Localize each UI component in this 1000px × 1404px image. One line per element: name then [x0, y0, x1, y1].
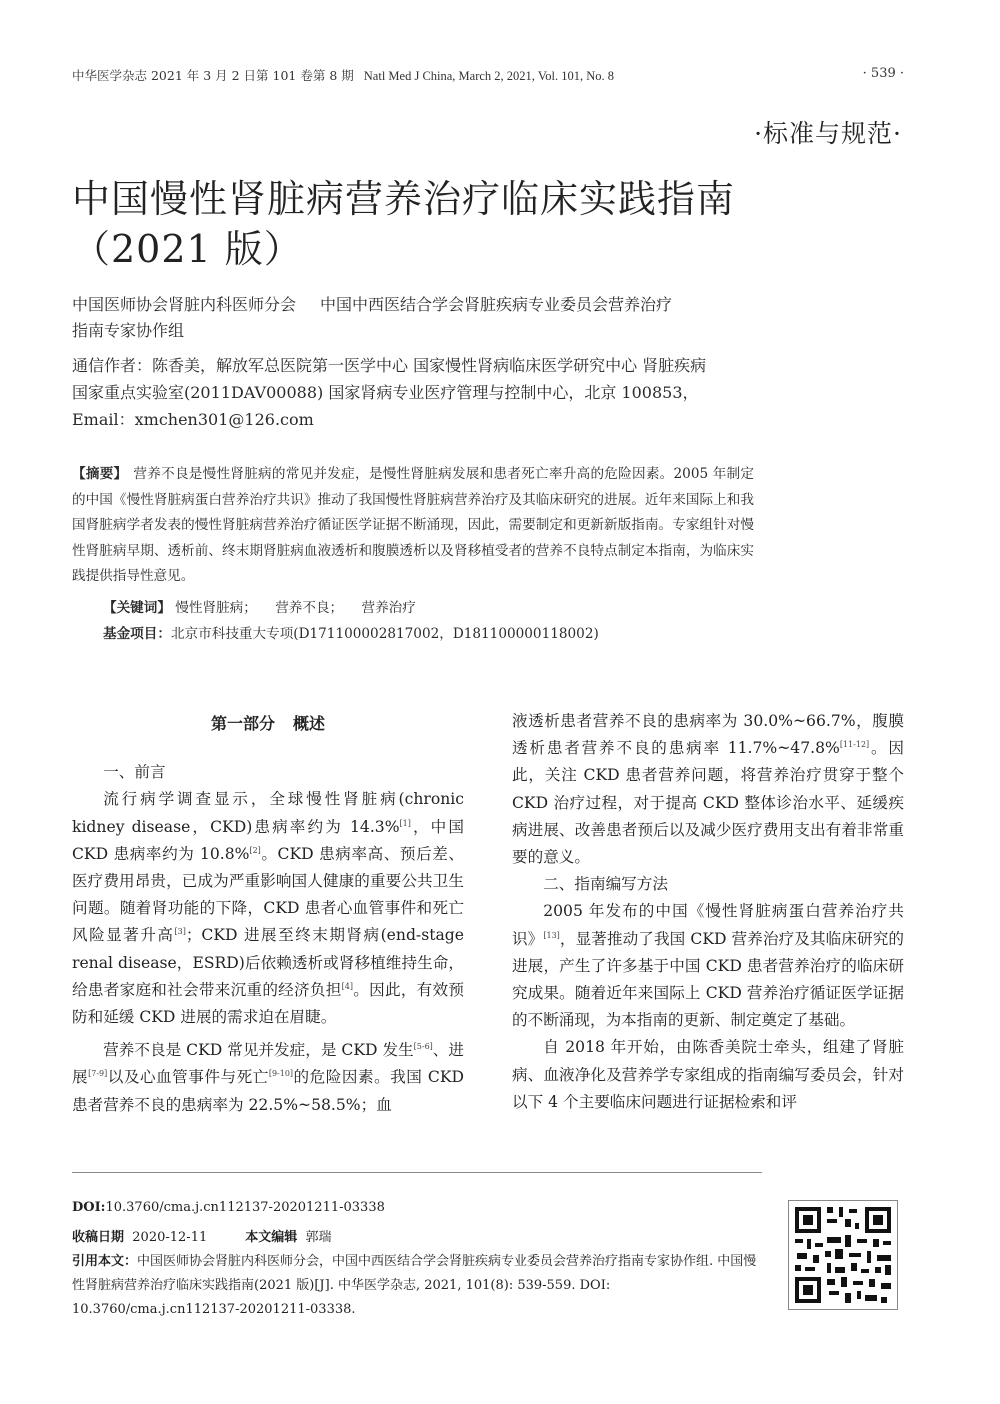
body-left-column [72, 708, 464, 1119]
abstract [72, 462, 754, 590]
section-heading-1: 一、前言 [103, 763, 166, 782]
keywords-label: 【关键词】 [103, 600, 171, 616]
editor-name: 郭瑞 [305, 1230, 332, 1245]
doi-line [72, 1200, 385, 1215]
keyword: 营养治疗 [361, 600, 416, 616]
section-tag: ·标准与规范· [754, 119, 902, 148]
paragraph: 流行病学调查显示，全球慢性肾脏病(chronic kidney disease，CKD)患病率约为 14.3%[1]，中国 CKD 患病率约为 10.8%[2]。CKD 患病率高、预后差、医疗费用昂贵，已成为严重影响国人健康的重要公共卫生问题。随着肾功能的下降，CKD 患者心血管事件和死亡风险显著升高[3]；CKD 进展至终末期肾病(end-stage renal disease，ESRD)后依赖透析或肾移植维持生命，给患者家庭和社会带来沉重的经济负担[4]。因此，有效预防和延缓 CKD 进展的需求迫在眉睫。 [72, 790, 464, 1027]
funding-label: 基金项目： [103, 626, 171, 642]
correspondence [72, 352, 772, 433]
abstract-label: 【摘要】 [72, 466, 128, 482]
section-heading-2: 二、指南编写方法 [543, 875, 668, 894]
doi-label: DOI: [72, 1200, 106, 1215]
paragraph: 液透析患者营养不良的患病率为 30.0%~66.7%，腹膜透析患者营养不良的患病率 11.7%~47.8%[11-12]。因此，关注 CKD 患者营养问题，将营养治疗贯穿于整个 CKD 治疗过程，对于提高 CKD 整体诊治水平、延缓疾病进展、改善患者预后以及减少医疗费用支出有着非常重要的意义。 [512, 712, 904, 867]
paragraph: 自 2018 年开始，由陈香美院士牵头，组建了肾脏病、血液净化及营养学专家组成的指南编写委员会，针对以下 4 个主要临床问题进行证据检索和评 [512, 1038, 904, 1111]
paragraph: 营养不良是 CKD 常见并发症，是 CKD 发生[5-6]、进展[7-9]以及心血管事件与死亡[9-10]的危险因素。我国 CKD 患者营养不良的患病率为 22.5%~58.5%；血 [72, 1041, 464, 1114]
journal-en: Natl Med J China, March 2, 2021, Vol. 101, No. 8 [363, 69, 614, 83]
cite-text: 中国医师协会肾脏内科医师分会，中国中西医结合学会肾脏疾病专业委员会营养治疗指南专家协作组. 中国慢性肾脏病营养治疗临床实践指南(2021 版)[J]. 中华医学杂志, 2021, 101(8): 539-559. DOI: 10.3760/cma.j.cn112137-20201211-03338. [72, 1254, 757, 1317]
citation[interactable]: [4] [341, 981, 353, 991]
title-line-2: （2021 版） [72, 227, 303, 271]
funding [103, 622, 599, 642]
funding-text: 北京市科技重大专项(D171100002817002，D181100000118002) [170, 626, 599, 642]
corr-line-2: 国家重点实验室(2011DAV00088) 国家肾病专业医疗管理与控制中心，北京 100853， [72, 383, 699, 402]
journal-cn: 中华医学杂志 2021 年 3 月 2 日第 101 卷第 8 期 [72, 68, 354, 83]
citation[interactable]: [1] [399, 818, 411, 828]
keywords [103, 596, 430, 616]
author-org-2b: 指南专家协作组 [72, 321, 185, 340]
received-date: 2020-12-11 [132, 1230, 208, 1245]
author-org-2a: 中国中西医结合学会肾脏疾病专业委员会营养治疗 [320, 295, 673, 314]
citation[interactable]: [3] [174, 927, 186, 937]
corr-email[interactable]: Email：xmchen301@126.com [72, 410, 314, 429]
citation[interactable]: [9-10] [268, 1069, 294, 1079]
keyword: 营养不良； [275, 600, 344, 616]
title-line-1: 中国慢性肾脏病营养治疗临床实践指南 [72, 177, 736, 221]
paragraph: 2005 年发布的中国《慢性肾脏病蛋白营养治疗共识》[13]，显著推动了我国 CKD 营养治疗及其临床研究的进展，产生了许多基于中国 CKD 患者营养治疗的临床研究成果。随着近年来国际上 CKD 营养治疗循证医学证据的不断涌现，为本指南的更新、制定奠定了基础。 [512, 902, 904, 1030]
author-org-1: 中国医师协会肾脏内科医师分会 [72, 295, 297, 314]
cite-label: 引用本文： [72, 1254, 138, 1269]
abstract-text: 营养不良是慢性肾脏病的常见并发症，是慢性肾脏病发展和患者死亡率升高的危险因素。2005 年制定的中国《慢性肾脏病蛋白营养治疗共识》推动了我国慢性肾脏病营养治疗及其临床研究的进展。近年来国际上和我国肾脏病学者发表的慢性肾脏病营养治疗循证医学证据不断涌现，因此，需要制定和更新新版指南。专家组针对慢性肾脏病早期、透析前、终末期肾脏病血液透析和腹膜透析以及肾移植受者的营养不良特点制定本指南，为临床实践提供指导性意见。 [72, 466, 754, 584]
body-right-column [512, 708, 904, 1116]
authors [72, 292, 772, 344]
editor-label: 本文编辑 [245, 1230, 298, 1245]
qr-code-icon[interactable] [788, 1200, 898, 1310]
footer-divider [72, 1172, 762, 1173]
citation[interactable]: [13] [543, 930, 560, 940]
citation[interactable]: [7-9] [88, 1069, 108, 1079]
qr-code-graphic [789, 1201, 897, 1309]
keyword: 慢性肾脏病； [175, 600, 257, 616]
article-title [72, 174, 735, 274]
received-line [72, 1226, 332, 1245]
part-heading: 第一部分 概述 [210, 714, 326, 733]
journal-header [72, 66, 614, 84]
doi-value[interactable]: 10.3760/cma.j.cn112137-20201211-03338 [105, 1200, 385, 1215]
received-label: 收稿日期 [72, 1230, 125, 1245]
page-number: · 539 · [862, 66, 904, 81]
citation-block [72, 1250, 762, 1322]
corr-line-1: 通信作者：陈香美，解放军总医院第一医学中心 国家慢性肾病临床医学研究中心 肾脏疾病 [72, 356, 707, 375]
citation[interactable]: [5-6] [413, 1042, 433, 1052]
citation[interactable]: [11-12] [839, 740, 870, 750]
citation[interactable]: [2] [249, 845, 261, 855]
